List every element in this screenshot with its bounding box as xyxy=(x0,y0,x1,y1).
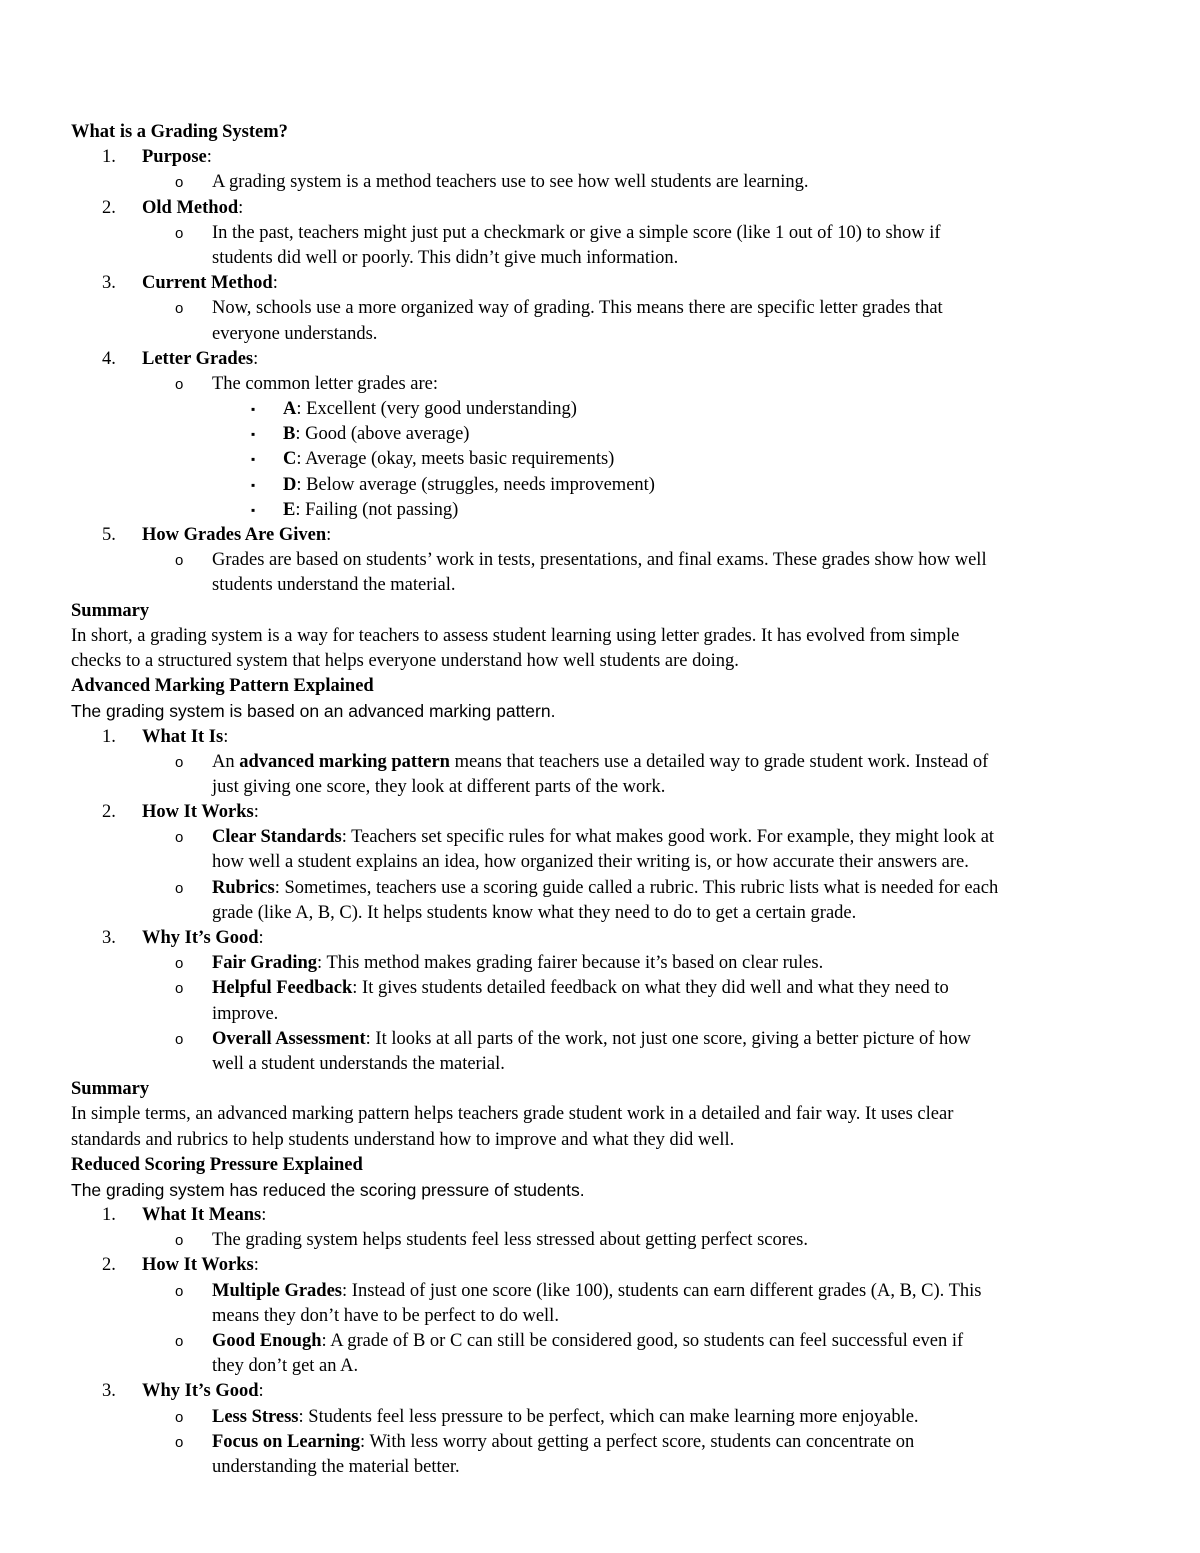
list-item xyxy=(71,1379,1141,1404)
summary-text: checks to a structured system that helps everyone understand how well students are doing. xyxy=(71,650,739,671)
sub-item-text: means that teachers use a detailed way to grade student work. Instead of xyxy=(449,751,989,772)
square-bullet-icon: ▪ xyxy=(251,502,256,517)
item-number: 1. xyxy=(102,147,116,168)
sub-item xyxy=(71,1329,1141,1354)
item-label: What It Is xyxy=(142,726,224,747)
sub-item-text: : Students feel less pressure to be perfect, which can make learning more enjoyable. xyxy=(298,1406,919,1427)
grade-description: : Excellent (very good understanding) xyxy=(296,399,577,420)
sub-item-continuation xyxy=(71,573,1141,598)
item-label: How It Works xyxy=(142,1255,254,1276)
sub-item xyxy=(71,976,1141,1001)
sub-item xyxy=(71,1228,1141,1253)
sub-item-continuation xyxy=(71,850,1141,875)
circle-bullet-icon: o xyxy=(175,375,184,393)
list-item xyxy=(71,800,1141,825)
sub-item xyxy=(71,750,1141,775)
grade-description: : Failing (not passing) xyxy=(295,499,459,520)
sub-item-bold: Clear Standards xyxy=(212,827,342,848)
item-colon: : xyxy=(258,928,264,948)
section-title: Advanced Marking Pattern Explained xyxy=(71,676,374,697)
item-colon: : xyxy=(258,1381,264,1402)
section-title: What is a Grading System? xyxy=(71,122,288,142)
circle-bullet-icon: o xyxy=(175,879,184,897)
item-number: 1. xyxy=(102,726,116,747)
circle-bullet-icon: o xyxy=(175,753,184,771)
sub-item-bold: Overall Assessment xyxy=(212,1028,366,1049)
document-page xyxy=(71,120,1141,1480)
sub-item-text: Grades are based on students’ work in tests, presentations, and final exams. These grades show how well xyxy=(212,550,987,571)
sub-item-continuation xyxy=(71,1304,1141,1329)
sub-item-text: they don’t get an A. xyxy=(212,1356,359,1377)
sub-item xyxy=(71,1405,1141,1430)
item-colon: : xyxy=(261,1205,267,1226)
grade-letter: C xyxy=(283,449,297,470)
item-number: 2. xyxy=(102,802,116,823)
sub-item-text: : A grade of B or C can still be considered good, so students can feel successful even if xyxy=(321,1331,964,1351)
sub-item-text: everyone understands. xyxy=(212,323,378,344)
sub-item-continuation xyxy=(71,1455,1141,1480)
sub-item-bold: Good Enough xyxy=(212,1331,322,1351)
list-item xyxy=(71,196,1141,221)
sub-item-text: The common letter grades are: xyxy=(212,373,439,394)
list-item xyxy=(71,1253,1141,1278)
sub-item-continuation xyxy=(71,322,1141,347)
sub-item-text: means they don’t have to be perfect to do well. xyxy=(212,1305,559,1326)
sub-item-text: In the past, teachers might just put a checkmark or give a simple score (like 1 out of 10) to show if xyxy=(212,222,941,243)
circle-bullet-icon: o xyxy=(175,552,184,570)
sub-item xyxy=(71,372,1141,397)
sub-item xyxy=(71,951,1141,976)
sub-item-text: : Teachers set specific rules for what makes good work. For example, they might look at xyxy=(341,827,995,848)
sub-item-text: improve. xyxy=(212,1003,279,1024)
item-number: 3. xyxy=(102,273,116,294)
item-label: Letter Grades xyxy=(142,348,254,369)
sub-item xyxy=(71,1430,1141,1455)
sub-item-bold: Less Stress xyxy=(212,1406,299,1427)
section-intro: The grading system has reduced the scoring pressure of students. xyxy=(71,1179,585,1200)
square-bullet-icon: ▪ xyxy=(251,402,256,417)
list-item xyxy=(71,1203,1141,1228)
circle-bullet-icon: o xyxy=(175,224,184,242)
grade-item xyxy=(71,447,1141,472)
sub-item-continuation xyxy=(71,246,1141,271)
circle-bullet-icon: o xyxy=(175,1232,184,1250)
summary-title: Summary xyxy=(71,600,150,621)
circle-bullet-icon: o xyxy=(175,1433,184,1451)
grade-item xyxy=(71,397,1141,422)
circle-bullet-icon: o xyxy=(175,829,184,847)
circle-bullet-icon: o xyxy=(175,174,184,192)
sub-item-bold: advanced marking pattern xyxy=(239,751,450,772)
item-colon: : xyxy=(326,525,332,545)
grade-description: : Below average (struggles, needs improvement) xyxy=(296,474,655,495)
grade-description: : Average (okay, meets basic requirements) xyxy=(296,449,615,470)
circle-bullet-icon: o xyxy=(175,1282,184,1300)
item-number: 2. xyxy=(102,197,116,218)
grade-letter: A xyxy=(283,399,297,420)
sub-item xyxy=(71,170,1141,195)
circle-bullet-icon: o xyxy=(175,980,184,998)
list-item xyxy=(71,523,1141,548)
sub-item-text: : This method makes grading fairer because it’s based on clear rules. xyxy=(317,953,824,974)
sub-item xyxy=(71,221,1141,246)
item-colon: : xyxy=(253,348,259,369)
summary-text: In short, a grading system is a way for teachers to assess student learning using letter grades. It has evolved from simple xyxy=(71,625,960,646)
sub-item-text: just giving one score, they look at different parts of the work. xyxy=(212,776,666,797)
sub-item-continuation xyxy=(71,1354,1141,1379)
sub-item-text: how well a student explains an idea, how organized their writing is, or how accurate their answers are. xyxy=(212,852,969,873)
sub-item-text: students understand the material. xyxy=(212,575,456,596)
sub-item xyxy=(71,1027,1141,1052)
summary-text: standards and rubrics to help students understand how to improve and what they did well. xyxy=(71,1129,735,1150)
item-number: 4. xyxy=(102,348,116,369)
grade-item xyxy=(71,422,1141,447)
item-number: 1. xyxy=(102,1205,116,1226)
sub-item xyxy=(71,876,1141,901)
sub-item-bold: Rubrics xyxy=(212,877,275,898)
sub-item-text: : Instead of just one score (like 100), students can earn different grades (A, B, C). This xyxy=(342,1280,982,1301)
item-label: What It Means xyxy=(142,1205,262,1226)
circle-bullet-icon: o xyxy=(175,955,184,973)
square-bullet-icon: ▪ xyxy=(251,427,256,442)
item-number: 3. xyxy=(102,928,116,948)
item-colon: : xyxy=(206,147,212,168)
item-label: How Grades Are Given xyxy=(142,525,327,545)
sub-item-continuation xyxy=(71,775,1141,800)
circle-bullet-icon: o xyxy=(175,300,184,318)
item-label: Why It’s Good xyxy=(142,928,259,948)
sub-item-text: : It gives students detailed feedback on what they did well and what they need to xyxy=(352,978,949,999)
circle-bullet-icon: o xyxy=(175,1333,184,1350)
sub-item-continuation xyxy=(71,901,1141,926)
item-label: Current Method xyxy=(142,273,273,294)
item-colon: : xyxy=(253,802,259,823)
sub-item-continuation xyxy=(71,1002,1141,1027)
sub-item xyxy=(71,548,1141,573)
item-colon: : xyxy=(272,273,278,294)
section-title: Reduced Scoring Pressure Explained xyxy=(71,1154,363,1175)
sub-item-text: students did well or poorly. This didn’t give much information. xyxy=(212,247,679,268)
sub-item xyxy=(71,825,1141,850)
item-number: 3. xyxy=(102,1381,116,1402)
sub-item-bold: Fair Grading xyxy=(212,953,318,974)
sub-item-text: understanding the material better. xyxy=(212,1456,460,1477)
grade-item xyxy=(71,473,1141,498)
list-item xyxy=(71,145,1141,170)
item-label: Old Method xyxy=(142,197,239,218)
sub-item-text: The grading system helps students feel less stressed about getting perfect scores. xyxy=(212,1230,808,1251)
item-colon: : xyxy=(253,1255,259,1276)
sub-item-text: Now, schools use a more organized way of grading. This means there are specific letter grades that xyxy=(212,298,943,319)
list-item xyxy=(71,926,1141,951)
item-colon: : xyxy=(238,197,244,218)
sub-item-bold: Focus on Learning xyxy=(212,1431,361,1452)
sub-item xyxy=(71,296,1141,321)
item-number: 2. xyxy=(102,1255,116,1276)
list-item xyxy=(71,271,1141,296)
sub-item-text: An xyxy=(212,751,240,772)
circle-bullet-icon: o xyxy=(175,1030,184,1048)
sub-item-text: A grading system is a method teachers use to see how well students are learning. xyxy=(212,172,809,193)
circle-bullet-icon: o xyxy=(175,1408,184,1426)
sub-item-text: : It looks at all parts of the work, not just one score, giving a better picture of how xyxy=(365,1028,971,1049)
grade-letter: B xyxy=(283,424,296,445)
item-colon: : xyxy=(223,726,229,747)
sub-item-text: grade (like A, B, C). It helps students know what they need to do to get a certain grade. xyxy=(212,902,857,923)
summary-text: In simple terms, an advanced marking pattern helps teachers grade student work in a detailed and fair way. It uses clear xyxy=(71,1104,954,1125)
sub-item-continuation xyxy=(71,1052,1141,1077)
item-label: How It Works xyxy=(142,802,254,823)
summary-title: Summary xyxy=(71,1079,150,1100)
grade-letter: E xyxy=(283,499,296,520)
square-bullet-icon: ▪ xyxy=(251,452,256,467)
grade-item xyxy=(71,498,1141,523)
sub-item-bold: Helpful Feedback xyxy=(212,978,353,999)
grade-letter: D xyxy=(283,474,297,495)
sub-item-bold: Multiple Grades xyxy=(212,1280,343,1301)
item-number: 5. xyxy=(102,525,116,545)
list-item xyxy=(71,347,1141,372)
sub-item-text: : With less worry about getting a perfect score, students can concentrate on xyxy=(360,1431,915,1452)
list-item xyxy=(71,725,1141,750)
item-label: Purpose xyxy=(142,147,207,168)
sub-item-text: : Sometimes, teachers use a scoring guide called a rubric. This rubric lists what is needed for each xyxy=(274,877,999,898)
square-bullet-icon: ▪ xyxy=(251,477,256,492)
sub-item xyxy=(71,1279,1141,1304)
section-intro: The grading system is based on an advanced marking pattern. xyxy=(71,701,556,722)
sub-item-text: well a student understands the material. xyxy=(212,1053,505,1074)
item-label: Why It’s Good xyxy=(142,1381,259,1402)
grade-description: : Good (above average) xyxy=(295,424,470,445)
